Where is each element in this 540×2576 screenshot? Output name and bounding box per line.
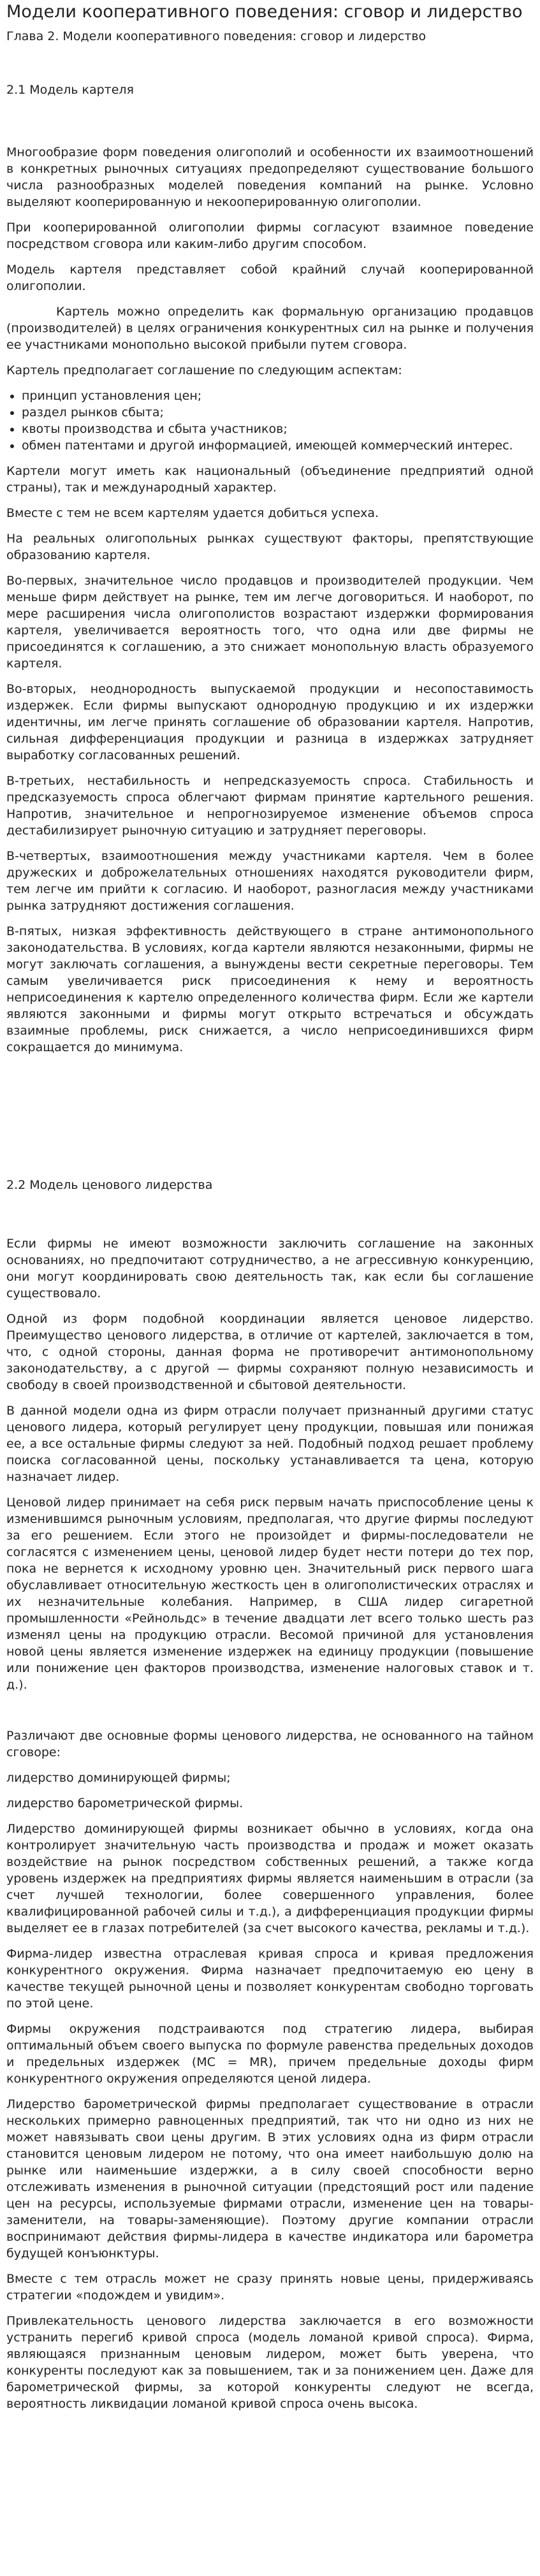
- paragraph: лидерство барометрической фирмы.: [6, 1796, 244, 1810]
- paragraph: Лидерство барометрической фирмы предполагает существование в отрасли нескольких примерно равноценных предприятий, так что ни одно из них не может навязывать свои цены другим. В этих условиях одна из фирм отрасли становится ценовым лидером не потому, что она имеет наибольшую долю на рынке или наименьшие издержки, а в силу своей способности верно отслеживать изменения в рыночной ситуации (предстоящий рост или падение цен на ресурсы, используемые фирмами отрасли, изменение цен на товары-заменители, на товары-заменяющие). Поэтому другие компании отрасли воспринимают действия фирмы-лидера в качестве индикатора или барометра будущей конъюнктуры.: [6, 2097, 534, 2260]
- paragraph: В-пятых, низкая эффективность действующего в стране антимонопольного законодательства. В условиях, когда картели являются незаконными, фирмы не могут заключать соглашения, а вынуждены вести секретные переговоры. Тем самым увеличивается риск присоединения к нему и вероятность неприсоединения к картелю определенного количества фирм. Если же картели являются законными и фирмы могут открыто встречаться и обсуждать взаимные проблемы, риск снижается, а число неприсоединившихся фирм сокращается до минимума.: [6, 924, 534, 1054]
- paragraph: Вместе с тем не всем картелям удается добиться успеха.: [6, 506, 379, 520]
- paragraph: Фирмы окружения подстраиваются под стратегию лидера, выбирая оптимальный объем своего выпуска по формуле равенства предельных доходов и предельных издержек (MC = MR), причем предельные доходы фирм конкурентного окружения определяются ценой лидера.: [6, 2022, 534, 2086]
- paragraph: Картель можно определить как формальную организацию продавцов (производителей) в целях ограничения конкурентных сил на рынке и получения ее участниками монопольно высокой прибыли путем сговора.: [6, 305, 534, 352]
- paragraph: Во-вторых, неоднородность выпускаемой продукции и несопоставимость издержек. Если фирмы выпускают однородную продукцию и их издержки идентичны, им легче принять соглашение об образовании картеля. Напротив, сильная дифференциация продукции и разница в издержках затрудняет выработку согласованных решений.: [6, 682, 534, 762]
- paragraph: Картели могут иметь как национальный (объединение предприятий одной страны), так и международный характер.: [6, 464, 534, 495]
- spacer: [6, 1702, 534, 1728]
- paragraph: Привлекательность ценового лидерства заключается в его возможности устранить перегиб кривой спроса (модель ломаной кривой спроса). Фирма, являющаяся признанным ценовым лидером, может быть уверена, что конкуренты последуют как за повышением, так и за понижением цен. Даже для барометрической фирмы, за которой конкуренты следуют не всегда, вероятность ликвидации ломаной кривой спроса очень высока.: [6, 2314, 534, 2411]
- paragraph: Фирма-лидер известна отраслевая кривая спроса и кривая предложения конкурентного окружения. Фирма назначает предпочитаемую ею цену в качестве текущей рыночной цены и позволяет конкурентам свободно торговать по этой цене.: [6, 1947, 534, 2011]
- section-heading-price-leadership: 2.2 Модель ценового лидерства: [6, 1178, 213, 1192]
- list-item: • квоты производства и сбыта участников;: [22, 421, 534, 437]
- list-item: • принцип установления цен;: [22, 388, 534, 404]
- paragraph: Вместе с тем отрасль может не сразу принять новые цены, придерживаясь стратегии «подождем и увидим».: [6, 2272, 534, 2303]
- paragraph: Лидерство доминирующей фирмы возникает обычно в условиях, когда она контролирует значительную часть производства и продаж и может оказать воздействие на рынок посредством собственных решений, а также когда уровень издержек на предприятиях фирмы является наименьшим в отрасли (за счет лучшей технологии, более совершенного управления, более квалифицированной рабочей силы и т.д.), а дифференциация продукции фирмы выделяет ее в глазах потребителей (за счет высокого качества, рекламы и т.д.).: [6, 1822, 534, 1935]
- page-title: Модели кооперативного поведения: сговор и лидерство: [6, 2, 523, 22]
- paragraph: Многообразие форм поведения олигополий и особенности их взаимоотношений в конкретных рыночных ситуациях предопределяют существование большого числа разнообразных моделей поведения компаний на рынке. Условно выделяют кооперированную и некооперированную олигополии.: [6, 145, 534, 209]
- aspects-list: [6, 388, 534, 454]
- paragraph: На реальных олигопольных рынках существуют факторы, препятствующие образованию картеля.: [6, 532, 534, 562]
- document-page: [0, 1, 540, 2412]
- paragraph: лидерство доминирующей фирмы;: [6, 1771, 231, 1785]
- paragraph: Ценовой лидер принимает на себя риск первым начать приспособление цены к изменившимся рыночным условиям, предполагая, что другие фирмы последуют за его решением. Если этого не произойдет и фирмы-последователи не согласятся с изменением цены, ценовой лидер будет нести потери до тех пор, пока не вернется к исходному уровню цен. Значительный риск первого шага обуславливает относительную жесткость цен в олигополистических отраслях и их незначительные колебания. Например, в США лидер сигаретной промышленности «Рейнольдс» в течение двадцати лет всего только шесть раз изменял цены на продукцию отрасли. Весомой причиной для установления новой цены является изменение издержек на единицу продукции (повышение или понижение цен факторов производства, изменение налоговых ставок и т. д.).: [6, 1495, 534, 1692]
- chapter-heading: Глава 2. Модели кооперативного поведения: сговор и лидерство: [6, 29, 427, 43]
- paragraph: Различают две основные формы ценового лидерства, не основанного на тайном сговоре:: [6, 1729, 534, 1759]
- section-heading-cartel: 2.1 Модель картеля: [6, 83, 134, 97]
- paragraph: В-четвертых, взаимоотношения между участниками картеля. Чем в более дружеских и доброжелательных отношениях находятся руководители фирм, тем легче им прийти к согласию. И наоборот, разногласия между участниками рынка затрудняют достижения соглашения.: [6, 849, 534, 913]
- paragraph: Если фирмы не имеют возможности заключить соглашение на законных основаниях, но предпочитают сотрудничество, а не агрессивную конкуренцию, они могут координировать свою деятельность так, как если бы соглашение существовало.: [6, 1237, 534, 1300]
- paragraph: Одной из форм подобной координации является ценовое лидерство. Преимущество ценового лидерства, в отличие от картелей, заключается в том, что, с одной стороны, данная форма не противоречит антимонопольному законодательству, а с другой — фирмы сохраняют полную независимость и свободу в своей производственной и сбытовой деятельности.: [6, 1312, 534, 1392]
- paragraph: При кооперированной олигополии фирмы согласуют взаимное поведение посредством сговора или каким-либо другим способом.: [6, 221, 534, 251]
- paragraph: В данной модели одна из фирм отрасли получает признанный другими статус ценового лидера, который регулирует цену продукции, повышая или понижая ее, а все остальные фирмы следуют за ней. Подобный подход решает проблему поиска согласованной цены, поскольку устанавливается та цена, которую назначает лидер.: [6, 1404, 534, 1484]
- paragraph: Во-первых, значительное число продавцов и производителей продукции. Чем меньше фирм действует на рынке, тем им легче договориться. И наоборот, по мере расширения числа олигополистов возрастают издержки формирования картеля, увеличивается вероятность того, что одна или две фирмы не присоединятся к соглашению, а это снижает монопольную власть образуемого картеля.: [6, 574, 534, 671]
- paragraph: Картель предполагает соглашение по следующим аспектам:: [6, 363, 402, 377]
- paragraph: В-третьих, нестабильность и непредсказуемость спроса. Стабильность и предсказуемость спроса облегчают фирмам принятие картельного решения. Напротив, значительное и непрогнозируемое изменение объемов спроса дестабилизирует рыночную ситуацию и затрудняет переговоры.: [6, 774, 534, 838]
- paragraph: Модель картеля представляет собой крайний случай кооперированной олигополии.: [6, 263, 534, 293]
- list-item: • обмен патентами и другой информацией, имеющей коммерческий интерес.: [22, 437, 534, 454]
- list-item: • раздел рынков сбыта;: [22, 404, 534, 421]
